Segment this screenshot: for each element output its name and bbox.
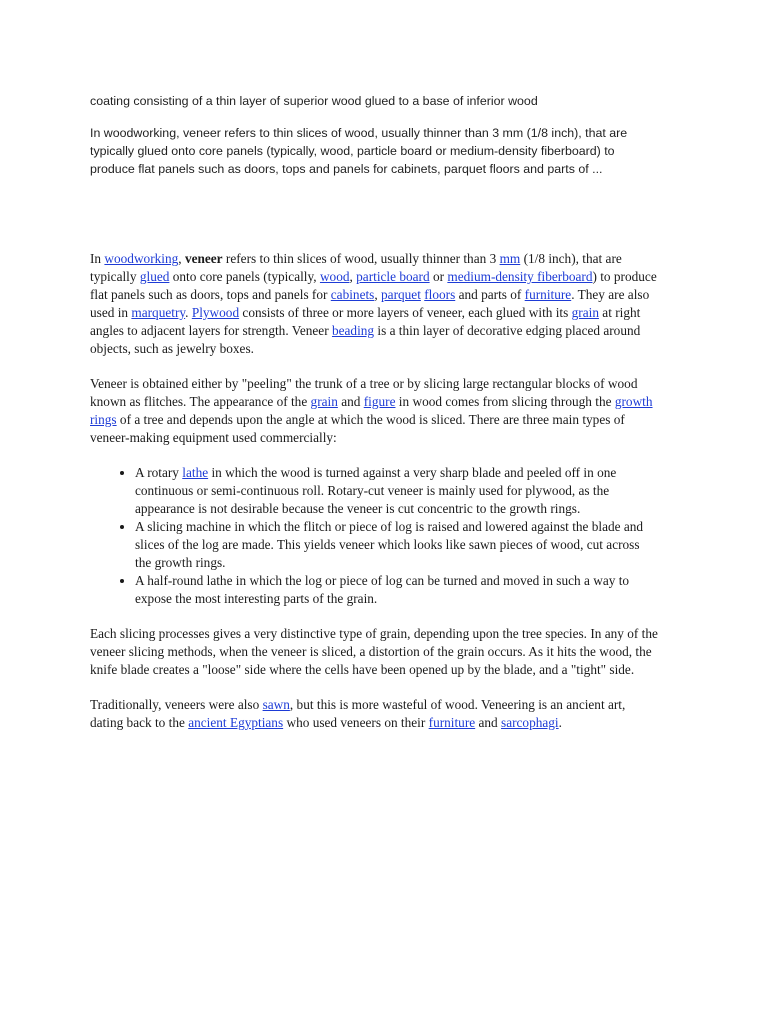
text: consists of three or more layers of veneer, each glued with its <box>239 305 572 320</box>
text: Veneer is obtained either by "peeling" the trunk of a tree or by slicing large rectangular blocks of wood known as flitches. The appearance of the <box>90 376 638 409</box>
link-furniture[interactable]: furniture <box>524 287 572 302</box>
link-lathe[interactable]: lathe <box>182 465 209 480</box>
link-particle-board[interactable]: particle board <box>356 269 430 284</box>
text: and <box>475 715 502 730</box>
article-body <box>90 250 658 749</box>
list-item: • A half-round lathe in which the log or piece of log can be turned and moved in such a way to expose the most interesting parts of the grain. <box>135 572 658 608</box>
link-furniture[interactable]: furniture <box>428 715 476 730</box>
text: of a tree and depends upon the angle at which the wood is sliced. There are three main types of veneer-making equipment used commercially: <box>90 412 625 445</box>
link-sawn[interactable]: sawn <box>262 697 290 712</box>
text: . <box>558 715 562 730</box>
link-woodworking[interactable]: woodworking <box>104 251 179 266</box>
link-grain[interactable]: grain <box>310 394 338 409</box>
text: in wood comes from slicing through the <box>395 394 615 409</box>
text: , <box>374 287 382 302</box>
article-paragraph-3: Each slicing processes gives a very distinctive type of grain, depending upon the tree species. In any of the veneer slicing methods, when the veneer is sliced, a distortion of the grain occurs. As it hits the wood, the knife blade creates a "loose" side where the cells have been opened up by the blade, and a "tight" side. <box>90 626 658 677</box>
link-glued[interactable]: glued <box>139 269 170 284</box>
text: refers to thin slices of wood, usually thinner than 3 <box>222 251 500 266</box>
veneer-equipment-list <box>90 464 658 608</box>
link-grain[interactable]: grain <box>571 305 599 320</box>
article-paragraph-1 <box>90 250 658 358</box>
article-paragraph-2 <box>90 375 658 447</box>
text: is a thin layer of decorative edging placed around objects, such as jewelry boxes. <box>90 323 641 356</box>
list-item: • A slicing machine in which the flitch or piece of log is raised and lowered against the blade and slices of the log are made. This yields veneer which looks like sawn pieces of wood, cut across the growth rings. <box>135 518 658 572</box>
text: and <box>337 394 364 409</box>
text: In <box>90 251 105 266</box>
link-wood[interactable]: wood <box>319 269 350 284</box>
link-parquet[interactable]: parquet <box>381 287 421 302</box>
term-veneer: veneer <box>184 251 223 266</box>
text: . They are also used in <box>90 287 650 320</box>
text: , <box>178 251 185 266</box>
text: at right angles to adjacent layers for strength. Veneer <box>90 305 641 338</box>
link-sarcophagi[interactable]: sarcophagi <box>501 715 559 730</box>
link-figure[interactable]: figure <box>363 394 396 409</box>
link-ancient-egyptians[interactable]: ancient Egyptians <box>188 715 284 730</box>
text: Traditionally, veneers were also <box>90 697 263 712</box>
text: . <box>185 305 192 320</box>
text: onto core panels (typically, <box>169 269 320 284</box>
link-floors[interactable]: floors <box>424 287 456 302</box>
text: , <box>349 269 357 284</box>
link-mm[interactable]: mm <box>499 251 521 266</box>
summary-title: coating consisting of a thin layer of superior wood glued to a base of inferior wood <box>90 94 538 108</box>
list-item <box>135 464 658 518</box>
text: who used veneers on their <box>283 715 429 730</box>
link-beading[interactable]: beading <box>331 323 375 338</box>
link-marquetry[interactable]: marquetry <box>131 305 186 320</box>
link-cabinets[interactable]: cabinets <box>330 287 375 302</box>
text: , but this is more wasteful of wood. Veneering is an ancient art, dating back to the <box>90 697 626 730</box>
text: (1/8 inch), that are typically <box>90 251 622 284</box>
summary-body: In woodworking, veneer refers to thin slices of wood, usually thinner than 3 mm (1/8 inch), that are typically glued onto core panels (typically, wood, particle board or medium-density fiberboard) to produce flat panels such as doors, tops and panels for cabinets, parquet floors and parts of ... <box>90 126 628 176</box>
text: A rotary <box>135 465 183 480</box>
text: and parts of <box>455 287 525 302</box>
article-paragraph-4 <box>90 696 658 732</box>
text: or <box>429 269 448 284</box>
link-plywood[interactable]: Plywood <box>191 305 240 320</box>
link-growth-rings[interactable]: growth rings <box>90 394 653 427</box>
link-medium-density-fiberboard[interactable]: medium-density fiberboard <box>447 269 593 284</box>
text: in which the wood is turned against a very sharp blade and peeled off in one continuous or semi-continuous roll. Rotary-cut veneer is mainly used for plywood, as the appearance is not desirable because the veneer is cut concentric to the growth rings. <box>135 465 617 516</box>
text: ) to produce flat panels such as doors, tops and panels for <box>90 269 657 302</box>
